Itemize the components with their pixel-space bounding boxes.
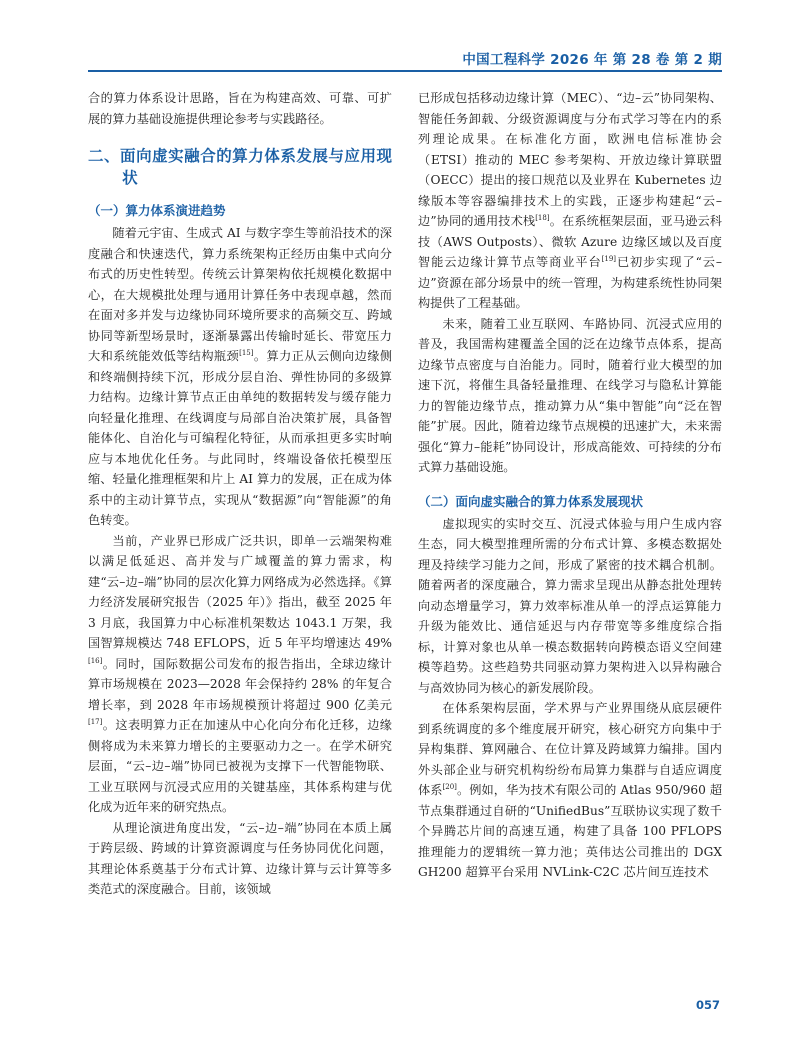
section-heading: 二、面向虚实融合的算力体系发展与应用现状	[88, 147, 392, 187]
paragraph: 当前，产业界已形成广泛共识，即单一云端架构难以满足低延迟、高并发与广域覆盖的算力需求，构建“云–边–端”协同的层次化算力网络成为必然选择。《算力经济发展研究报告（2025 年）》指出，截至 2025 年 3 月底，我国算力中心标准机架数达 1043.1 万架，我国智算规模达 748 EFLOPS，近 5 年平均增速达 49%[16]。同时，国际数据公司发布的报告指出，全球边缘计算市场规模在 2023—2028 年会保持约 28% 的年复合增长率，到 2028 年市场规模预计将超过 900 亿美元[17]。这表明算力正在加速从中心化向分布化迁移，边缘侧将成为未来算力增长的主要驱动力之一。在学术研究层面，“云–边–端”协同已被视为支撑下一代智能物联、工业互联网与沉浸式应用的关键基座，其体系构建与优化成为近年来的研究热点。	[88, 533, 392, 814]
paragraph: 已形成包括移动边缘计算（MEC）、“边–云”协同架构、智能任务卸载、分级资源调度与分布式学习等在内的系列理论成果。在标准化方面，欧洲电信标准协会（ETSI）推动的 MEC 参考架构、开放边缘计算联盟（OECC）提出的接口规范以及业界在 Kubernetes 边缘版本等容器编排技术上的实践，正逐步构建起“云–边”协同的通用技术栈[18]。在系统框架层面，亚马逊云科技（AWS Outposts）、微软 Azure 边缘区域以及百度智能云边缘计算节点等商业平台[19]已初步实现了“云–边”资源在部分场景中的统一管理，为构建系统性协同架构提供了工程基础。	[418, 91, 723, 310]
citation[interactable]: [19]	[601, 254, 617, 263]
left-column	[88, 88, 392, 900]
paragraph: 未来，随着工业互联网、车路协同、沉浸式应用的普及，我国需构建覆盖全国的泛在边缘节点体系，提高边缘节点密度与自治能力。同时，随着行业大模型的加速下沉，将催生具备轻量推理、在线学习与隐私计算能力的智能边缘节点，推动算力从“集中智能”向“泛在智能”扩展。因此，随着边缘节点规模的迅速扩大，未来需强化“算力–能耗”协同设计，形成高能效、可持续的分布式算力基础设施。	[418, 316, 722, 474]
citation[interactable]: [18]	[535, 213, 550, 222]
page-number: 057	[695, 998, 720, 1012]
journal-issue-title: 中国工程科学 2026 年 第 28 卷 第 2 期	[462, 52, 722, 68]
paragraph: 随着元宇宙、生成式 AI 与数字孪生等前沿技术的深度融合和快速迭代，算力系统架构正经历由集中式向分布式的历史性转型。传统云计算架构依托规模化数据中心，在大规模批处理与通用计算任务中表现卓越，然而在面对多并发与边缘协同环境所要求的高频交互、跨域协同等新型场景时，逐渐暴露出传输时延长、带宽压力大和系统能效低等结构瓶颈[15]。算力正从云侧向边缘侧和终端侧持续下沉，形成分层自治、弹性协同的多级算力结构。边缘计算节点正由单纯的数据转发与缓存能力向轻量化推理、在线调度与局部自治决策扩展，具备智能体化、自治化与可编程化特征，从而承担更多实时响应与本地优化任务。与此同时，终端设备依托模型压缩、轻量化推理框架和片上 AI 算力的发展，正在成为体系中的主动计算节点，实现从“数据源”向“智能源”的角色转变。	[88, 226, 393, 527]
right-column	[418, 88, 722, 883]
citation[interactable]: [16]	[88, 656, 103, 665]
citation[interactable]: [20]	[442, 782, 457, 791]
citation[interactable]: [17]	[88, 717, 103, 726]
page-header	[0, 0, 800, 72]
paragraph: 在体系架构层面，学术界与产业界围绕从底层硬件到系统调度的多个维度展开研究，核心研究方向集中于异构集群、算网融合、在位计算及跨域算力编排。国内外头部企业与研究机构纷纷布局算力集群与自适应调度体系[20]。例如，华为技术有限公司的 Atlas 950/960 超节点集群通过自研的“UnifiedBus”互联协议实现了数千个异腾芯片间的高速互通，构建了具备 100 PFLOPS 推理能力的逻辑统一算力池；英伟达公司推出的 DGX GH200 超算平台采用 NVLink-C2C 芯片间互连技术	[418, 701, 723, 879]
subsection-heading: （一）算力体系演进趋势	[88, 203, 226, 218]
paragraph: 从理论演进角度出发，“云–边–端”协同在本质上属于跨层级、跨域的计算资源调度与任务协同优化问题，其理论体系奠基于分布式计算、边缘计算与云计算等多类范式的深度融合。目前，该领域	[88, 820, 392, 896]
citation[interactable]: [15]	[239, 348, 254, 357]
paragraph: 虚拟现实的实时交互、沉浸式体验与用户生成内容生态，同大模型推理所需的分布式计算、多模态数据处理及持续学习能力之间，形成了紧密的技术耦合机制。随着两者的深度融合，算力需求呈现出从静态批处理转向动态增量学习，算力效率标准从单一的浮点运算能力升级为能效比、通信延迟与内存带宽等多维度综合指标，计算对象也从单一模态数据转向跨模态语义空间建模等趋势。这些趋势共同驱动算力架构进入以异构融合与高效协同为核心的新发展阶段。	[418, 516, 722, 695]
subsection-heading: （二）面向虚实融合的算力体系发展现状	[418, 493, 644, 509]
paragraph: 合的算力体系设计思路，旨在为构建高效、可靠、可扩展的算力基础设施提供理论参考与实践路径。	[88, 91, 392, 126]
header-rule	[88, 70, 722, 72]
